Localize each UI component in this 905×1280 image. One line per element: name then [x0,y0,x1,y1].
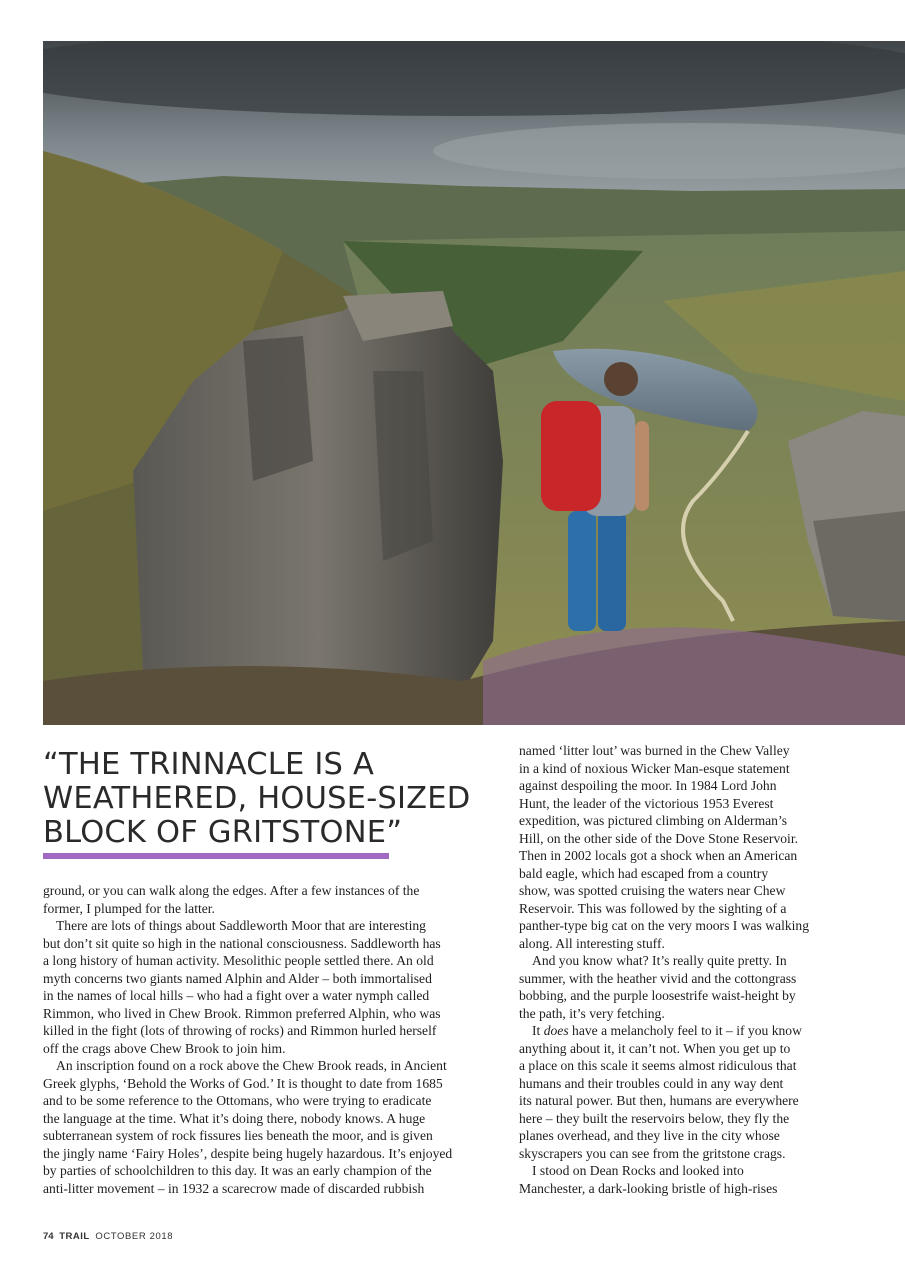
text-line: I stood on Dean Rocks and looked into [532,1163,744,1178]
text-line: the path, it’s very fetching. [519,1005,665,1021]
text-line: Hunt, the leader of the victorious 1953 Everest [519,795,774,811]
text-line: skyscrapers you can see from the gritstone crags. [519,1145,786,1161]
magazine-name: TRAIL [59,1231,90,1242]
text-line: show, was spotted cruising the waters near Chew [519,883,786,898]
text-line: in a kind of noxious Wicker Man-esque statement [519,760,790,776]
text-line [519,1022,837,1040]
text-line: off the crags above Chew Brook to join him. [43,1040,286,1056]
paragraph [519,1022,837,1162]
left-column [43,882,489,1197]
text-line: anything about it, it can’t not. When you get up to [519,1040,791,1056]
text-line: against despoiling the moor. In 1984 Lord John [519,778,777,793]
paragraph [43,917,489,1057]
text-fragment: It [532,1023,544,1038]
text-line: Reservoir. This was followed by the sighting of a [519,900,787,916]
landscape-illustration [43,41,905,725]
text-line: a place on this scale it seems almost ridiculous that [519,1058,797,1073]
text-line: humans and their troubles could in any way dent [519,1075,784,1091]
paragraph [519,742,837,952]
text-line: a long history of human activity. Mesolithic people settled there. An old [43,953,434,968]
text-line: There are lots of things about Saddleworth Moor that are interesting [56,918,426,933]
text-line: killed in the fight (lots of throwing of rocks) and Rimmon hurled herself [43,1023,437,1038]
pull-quote [43,748,503,850]
page-footer [43,1231,173,1243]
text-line: the jingly name ‘Fairy Holes’, despite being hugely hazardous. It’s enjoyed [43,1145,453,1161]
pull-quote-line: WEATHERED, HOUSE-SIZED [43,781,471,816]
issue-date: OCTOBER 2018 [95,1231,174,1242]
right-column [519,742,837,1197]
text-line: Then in 2002 locals got a shock when an American [519,848,798,863]
text-line: anti-litter movement – in 1932 a scarecrow made of discarded rubbish [43,1180,425,1196]
text-line: along. All interesting stuff. [519,935,665,951]
pull-quote-line: BLOCK OF GRITSTONE” [43,815,403,850]
text-line: myth concerns two giants named Alphin and Alder – both immortalised [43,970,432,986]
accent-rule [43,853,389,859]
text-fragment: have a melancholy feel to it – if you know [568,1023,802,1038]
text-line: in the names of local hills – who had a fight over a water nymph called [43,988,430,1003]
text-line: subterranean system of rock fissures lies beneath the moor, and is given [43,1128,433,1143]
page-number: 74 [43,1231,54,1242]
text-line: named ‘litter lout’ was burned in the Chew Valley [519,743,790,758]
text-line: its natural power. But then, humans are everywhere [519,1093,799,1108]
text-line: here – they built the reservoirs below, they fly the [519,1110,790,1126]
text-line: Rimmon, who lived in Chew Brook. Rimmon preferred Alphin, who was [43,1005,441,1021]
pull-quote-line: “THE TRINNACLE IS A [43,747,375,782]
paragraph [519,952,837,1022]
paragraph [519,1162,837,1197]
text-line: bobbing, and the purple loosestrife waist-height by [519,988,796,1003]
text-line: planes overhead, and they live in the city whose [519,1128,780,1143]
emphasis: does [543,1023,569,1038]
text-line: An inscription found on a rock above the Chew Brook reads, in Ancient [56,1058,447,1073]
red-backpack [541,401,601,511]
text-line: summer, with the heather vivid and the cottongrass [519,970,797,986]
text-line: panther-type big cat on the very moors I was walking [519,918,810,933]
hero-photo [43,41,905,725]
text-line: ground, or you can walk along the edges. After a few instances of the [43,883,420,898]
text-line: the language at the time. What it’s doing there, nobody knows. A huge [43,1110,426,1126]
text-line: but don’t sit quite so high in the national consciousness. Saddleworth has [43,935,441,951]
text-line: former, I plumped for the latter. [43,900,215,916]
text-line: Hill, on the other side of the Dove Stone Reservoir. [519,830,798,846]
text-line: bald eagle, which had escaped from a country [519,865,769,881]
text-line: Greek glyphs, ‘Behold the Works of God.’ It is thought to date from 1685 [43,1075,443,1091]
text-line: And you know what? It’s really quite pretty. In [532,953,787,968]
text-line: expedition, was pictured climbing on Alderman’s [519,813,788,828]
text-line: Manchester, a dark-looking bristle of high-rises [519,1180,778,1196]
paragraph [43,1057,489,1197]
paragraph [43,882,489,917]
text-line: and to be some reference to the Ottomans, who were trying to eradicate [43,1093,432,1108]
text-line: by parties of schoolchildren to this day. It was an early champion of the [43,1163,432,1178]
